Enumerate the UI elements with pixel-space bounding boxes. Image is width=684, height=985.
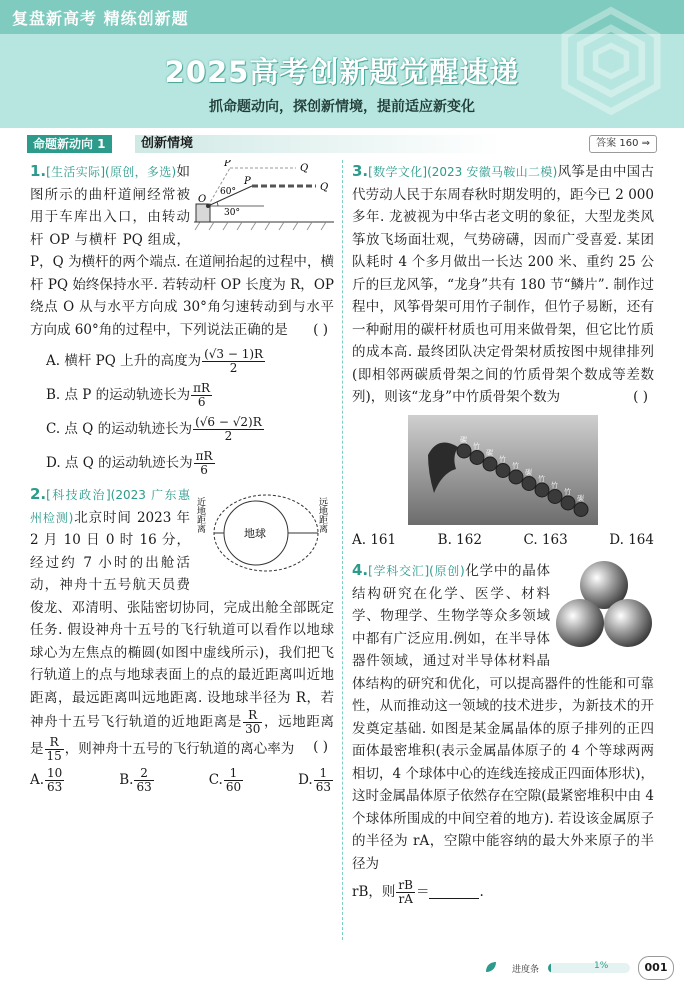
q1-option-c[interactable]: C. 点 Q 的运动轨迹长为 $\frac{(√6 - √2)R}{2}$ <box>46 415 262 443</box>
svg-text:30°: 30° <box>224 208 240 218</box>
progress-bar-fill <box>548 963 551 973</box>
svg-text:O: O <box>198 194 207 205</box>
q4-text-a: 化学中的晶体结构研究在化学、医学、材料学、物理学、生物学等众多领域中都有广泛应用. <box>352 563 550 647</box>
svg-text:P: P <box>224 160 231 169</box>
q2-option-b[interactable]: B. $\frac{2}{63}$ <box>119 766 152 794</box>
q1-tag: [生活实际](原创，多选) <box>46 165 177 179</box>
kite-segment-label: 竹 <box>499 455 506 463</box>
q3-tag: [数学文化](2023 安徽马鞍山二模) <box>368 165 558 179</box>
svg-text:Q: Q <box>300 163 309 174</box>
kite-segment-label: 碳 <box>577 494 584 502</box>
q2-option-d[interactable]: D. $\frac{1}{63}$ <box>298 766 331 794</box>
q4-number: 4. <box>352 561 369 579</box>
page-number: 001 <box>638 956 674 980</box>
section-bar <box>27 135 657 153</box>
q2-near-fraction: $\frac{R}{30}$ <box>245 708 261 736</box>
q1-option-a[interactable]: A. 横杆 PQ 上升的高度为 $\frac{(√3 - 1)R}{2}$ <box>46 347 264 375</box>
svg-text:地球: 地球 <box>244 527 266 540</box>
q2-orbit-figure <box>194 483 334 583</box>
progress-bar <box>548 963 630 973</box>
section-tag: 命题新动向 1 <box>27 135 112 153</box>
page-title: 2025高考创新题觉醒速递 <box>164 55 520 89</box>
kite-segment <box>457 444 471 458</box>
progress-label: 进度条 <box>512 965 540 975</box>
q3-option-d[interactable]: D. 164 <box>609 531 654 548</box>
column-divider <box>342 160 343 940</box>
leaf-icon <box>484 960 498 974</box>
q4-tag: [学科交汇](原创) <box>368 564 465 578</box>
q3-options <box>352 529 654 552</box>
q4-spheres-figure <box>554 559 654 651</box>
q1-number: 1. <box>30 162 47 180</box>
question-2: 地球 近地距离 远地距离 2.[科技政治](2023 广东惠州检测)北京时间 2023 年 2 月 10 日 0 时 16 分，经过约 7 小时的出舱活动，神舟十五号航天员费俊龙、邓清明、张陆密切协同，完成出舱全部既定任务. 假设神舟十五号的飞行轨道可以看作以地球球心为左焦点的椭圆(如图中虚线所示)，我们把飞行轨道上的点与地球表面上的点的最近距离叫近地距离，最远距离叫远地距离. 设地球半径为 R，若神舟十五号飞行轨道的近地距离是 $\frac{R}{30}$ ，远地距离是 $\frac{R}{15}$ ，则神舟十五号的飞行轨道的离心率为 ( ) A. $\frac{10}{63}$ B. $\frac{2}{63}$ C. $\frac{1}{60}$ D. $\frac{1}{63}$ <box>30 485 335 794</box>
q2-option-a[interactable]: A. $\frac{10}{63}$ <box>30 766 63 794</box>
q3-text: 风筝是由中国古代劳动人民于东周春秋时期发明的，距今已 2 000 多年. 龙被视为中华古老文明的象征，大型龙类风筝放飞场面壮观，气势磅礴，因而广受喜爱. 某团队耗时 4 个多月做出一长达 200 米、重约 25 公斤的巨龙风筝，“龙身”共有 180 节“鳞片”. 制作过程中，风筝骨架可用竹子制作，但竹子易断，还有一种耐用的碳杆材质也可用来做骨架，但它比竹质的成本高. 最终团队决定骨架材质按图中规律排列(即相邻两碳质骨架之间的竹质骨架个数成等差数列)，则该“龙身”中竹质骨架个数为 <box>352 164 654 405</box>
kite-segment <box>561 496 575 510</box>
header-banner <box>0 0 684 128</box>
question-3 <box>352 160 654 551</box>
svg-text:Q: Q <box>320 182 329 193</box>
q1-answer-paren: ( ) <box>313 321 328 338</box>
kite-segment <box>574 502 588 516</box>
q2-text-b: 时的出舱活动，神舟十五号航天员费俊龙、邓清明、张陆密切协同，完成出舱全部既定任务. 假设神舟十五号的飞行轨道可以看作以地球球心为左焦点的椭圆(如图中虚线所示)，我们把飞行轨道上的点与地球表面上的点的最近距离叫近地距离，最远距离叫远地距离. 设地球半径为 R，若神舟十五号飞行轨道的近地距 <box>30 554 334 730</box>
kite-segment-label: 碳 <box>525 468 532 476</box>
series-title: 复盘新高考 精练创新题 <box>12 9 189 28</box>
kite-segment-label: 竹 <box>512 461 519 470</box>
svg-text:P: P <box>244 176 251 187</box>
kite-segment <box>535 483 549 497</box>
section-name: 创新情境 <box>135 135 501 153</box>
kite-segment-label: 竹 <box>538 474 545 483</box>
answer-link[interactable]: 答案 160 ⇒ <box>589 135 657 153</box>
kite-segment <box>522 476 536 490</box>
q4-ratio-fraction: $\frac{rB}{rA}$ <box>398 878 413 906</box>
q4-text-b: 例如，在半导体器件领域，通过对半导体材料晶体结构的研究和优化，可以提高器件的性能和可靠性，从而推动这一领域的技术进步，为新技术的开发奠定基础. 如图是某金属晶体的原子排列的正四面体最密堆积(表示金属晶体原子的 4 个等球两两相切，4 个球体中心的连线连接成正四面体形状)，这时金属晶体原子依然存在空隙(最紧密堆积中由 4 个球体所围成的中间空着的地方). 若设该金属原子的半径为 rA，空隙中能容纳的最大外来原子的半径为 <box>352 630 654 872</box>
q3-answer-paren: ( ) <box>633 389 648 405</box>
left-column <box>30 160 334 794</box>
q2-text-a: 北京时间 2023 年 2 月 10 日 0 时 16 分，经过约 7 小 <box>30 509 190 571</box>
kite-segment-label: 竹 <box>564 487 571 496</box>
q1-option-d[interactable]: D. 点 Q 的运动轨迹长为 $\frac{\pi R}{6}$ <box>46 449 213 477</box>
page-subtitle: 抓命题动向，探创新情境，提前适应新变化 <box>209 99 475 115</box>
q1-barrier-figure <box>194 160 334 238</box>
question-1 <box>30 160 334 477</box>
kite-segment <box>509 470 523 484</box>
svg-text:60°: 60° <box>220 187 236 197</box>
question-4: 4.[学科交汇](原创)化学中的晶体结构研究在化学、医学、材料学、物理学、生物学等众多领域中都有广泛应用.例如，在半导体器件领域，通过对半导体材料晶体结构的研究和优化，可以提高器件的性能和可靠性，从而推动这一领域的技术进步，为新技术的开发奠定基础. 如图是某金属晶体的原子排列的正四面体最密堆积(表示金属晶体原子的 4 个等球两两相切，4 个球体中心的连线连接成正四面体形状)，这时金属晶体原子依然存在空隙(最紧密堆积中由 4 个球体所围成的中间空着的地方). 若设该金属原子的半径为 rA，空隙中能容纳的最大外来原子的半径为 rB，则 $\frac{rB}{rA}$ ＝ . <box>352 561 654 906</box>
kite-segment-label: 竹 <box>551 481 558 489</box>
q3-number: 3. <box>352 162 369 180</box>
q1-text: 如图所示的曲杆道闸经常被用于车库出入口，由转动杆 OP 与横杆 PQ 组成，P，Q 为横杆的两个端点. 在道闸抬起的过程中，横杆 PQ 始终保持水平. 若转动杆 OP 长度为 R，OP 绕点 O 从与水平方向成 30°角匀速转动到与水平方向成 60°角的过程中，下列说法正确的是 <box>30 164 334 338</box>
q3-dragon-kite-photo <box>408 415 598 525</box>
q4-answer-blank[interactable] <box>429 886 479 899</box>
svg-text:远地距离: 远地距离 <box>317 497 327 533</box>
q1-option-b[interactable]: B. 点 P 的运动轨迹长为 $\frac{\pi R}{6}$ <box>46 381 211 409</box>
kite-segment <box>470 450 484 464</box>
q2-number: 2. <box>30 485 47 503</box>
progress-value: 1% <box>594 961 609 971</box>
kite-segment-label: 竹 <box>473 442 480 450</box>
kite-segment <box>496 463 510 477</box>
kite-segment-label: 碳 <box>486 448 493 457</box>
footer <box>0 950 684 985</box>
q2-far-fraction: $\frac{R}{15}$ <box>46 735 62 763</box>
kite-segment-label: 碳 <box>460 435 467 444</box>
q3-option-c[interactable]: C. 163 <box>523 531 568 548</box>
q2-tag: [科技政治](2023 广东惠州检测) <box>30 488 190 525</box>
q2-options <box>30 767 334 794</box>
svg-text:近地距离: 近地距离 <box>195 497 205 533</box>
q2-option-c[interactable]: C. $\frac{1}{60}$ <box>208 766 242 794</box>
q2-answer-paren: ( ) <box>313 739 328 755</box>
kite-segment <box>548 489 562 503</box>
q3-option-a[interactable]: A. 161 <box>352 531 397 548</box>
q3-option-b[interactable]: B. 162 <box>437 531 482 548</box>
right-column <box>352 160 654 906</box>
kite-segment <box>483 457 497 471</box>
